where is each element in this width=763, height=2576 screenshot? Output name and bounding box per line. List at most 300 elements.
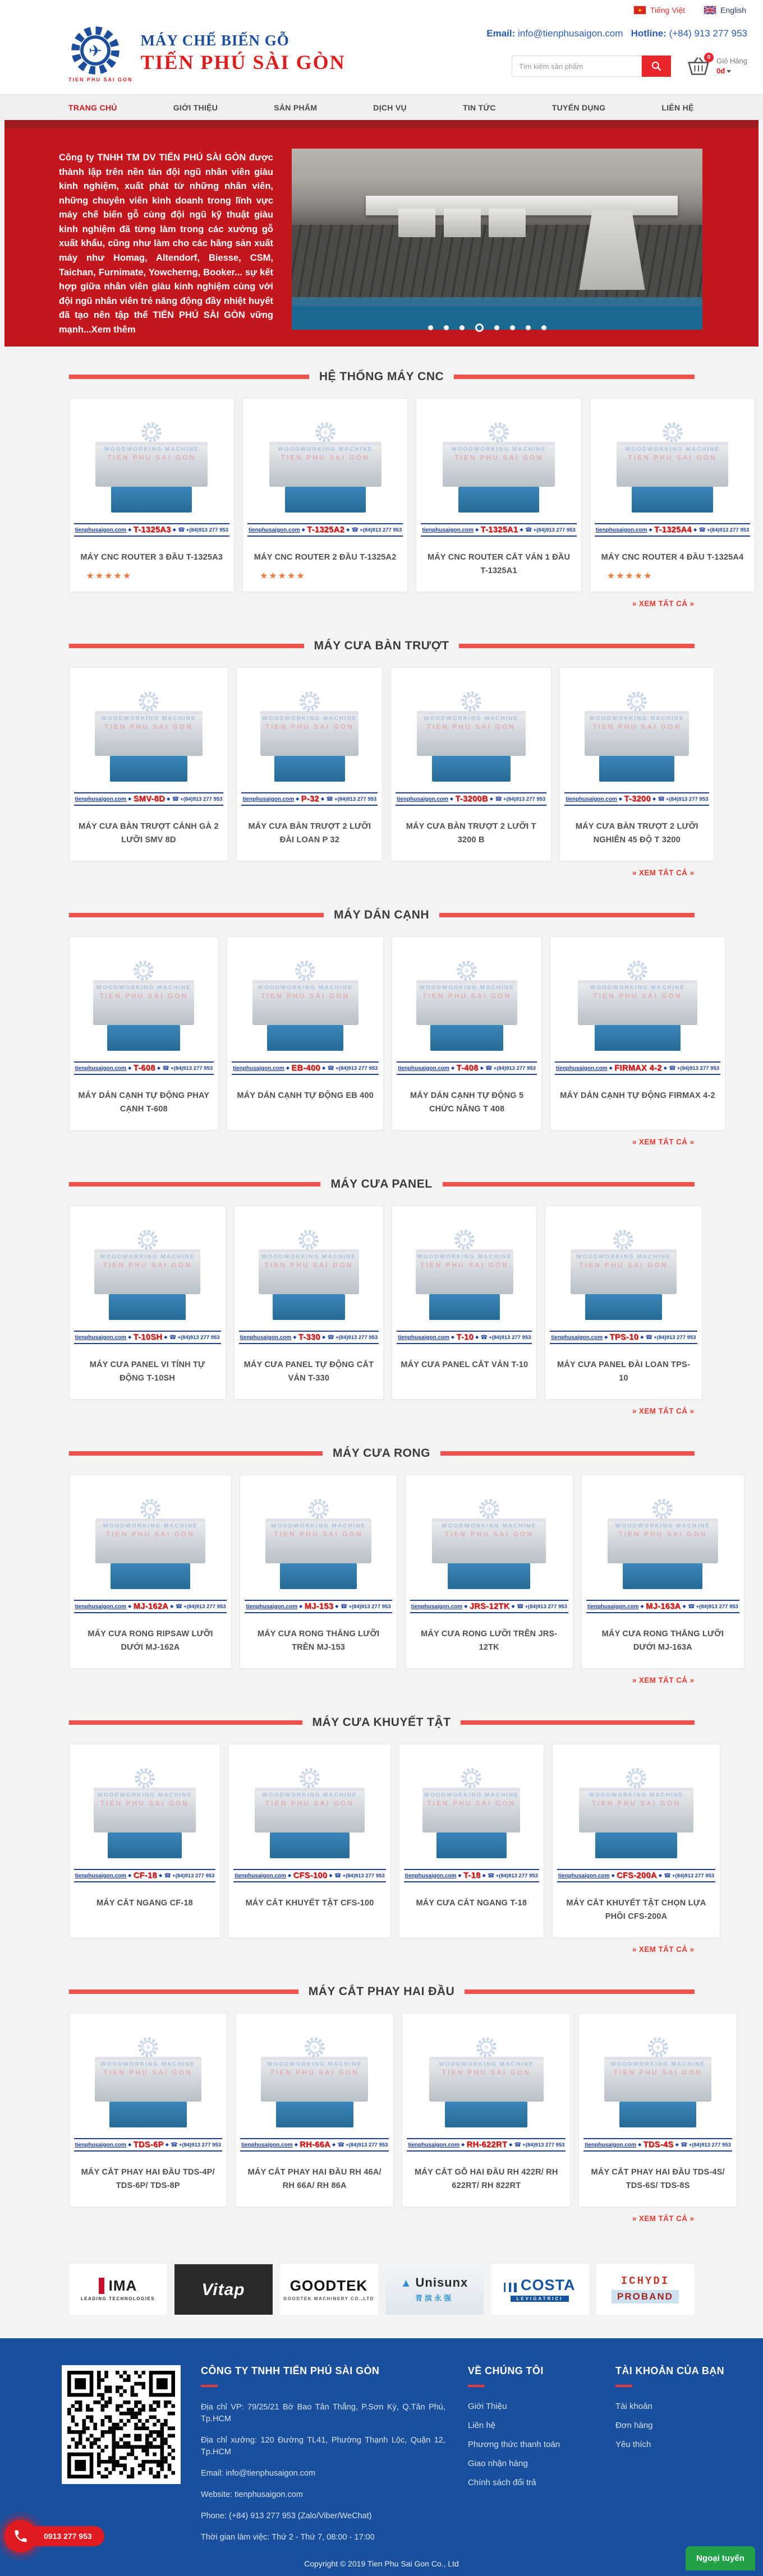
star-rating: ★★★★★ bbox=[86, 571, 132, 581]
watermark bbox=[233, 1767, 385, 1807]
product-card[interactable] bbox=[69, 1744, 221, 1938]
product-title[interactable]: MÁY CƯA BÀN TRƯỢT 2 LƯỠI T 3200 B bbox=[406, 822, 536, 844]
section-header bbox=[69, 1178, 695, 1191]
product-title[interactable]: MÁY CƯA RONG LƯỠI TRÊN JRS-12TK bbox=[421, 1629, 558, 1652]
cart-label: Giỏ Hàng bbox=[716, 57, 747, 66]
machine-head-graphic bbox=[489, 209, 526, 238]
watermark-line2: TIEN PHU SAI GON bbox=[103, 1261, 192, 1269]
view-all-link[interactable]: » XEM TẤT CẢ » bbox=[632, 599, 695, 608]
watermark bbox=[586, 1498, 739, 1538]
banner-phone-label: ☎ +(84)913 277 953 bbox=[171, 2142, 221, 2148]
product-image bbox=[583, 2019, 732, 2137]
product-card[interactable] bbox=[545, 1206, 702, 1400]
watermark bbox=[397, 959, 537, 1000]
svg-text:✈: ✈ bbox=[660, 1505, 666, 1513]
watermark-line2: TIEN PHU SAI GON bbox=[107, 454, 196, 461]
banner-site-label: tienphusaigon.com bbox=[566, 796, 617, 802]
product-title[interactable]: MÁY CẮT KHUYẾT TẬT CFS-100 bbox=[245, 1899, 374, 1908]
footer-link-tai-khoan[interactable]: Tài khoản bbox=[615, 2402, 652, 2411]
footer-link-yeu-thich[interactable]: Yêu thích bbox=[615, 2440, 651, 2449]
copyright-text: Copyright © 2019 Tien Phu Sai Gon Co., Ltd bbox=[304, 2559, 459, 2568]
section-may-cua-ban-truot bbox=[0, 616, 763, 885]
watermark bbox=[74, 1767, 216, 1807]
product-title[interactable]: MÁY CƯA CẮT NGANG T-18 bbox=[416, 1899, 527, 1908]
slider-dot-8[interactable] bbox=[541, 325, 546, 330]
section-title: MÁY CƯA RONG bbox=[333, 1447, 430, 1460]
product-image bbox=[407, 2019, 566, 2137]
nav-item-gioi-thieu[interactable]: GIỚI THIỆU bbox=[173, 103, 218, 112]
product-banner bbox=[421, 523, 576, 537]
banner-phone-label: ☎ +(84)913 277 953 bbox=[699, 527, 750, 533]
section-title: MÁY CẮT PHAY HAI ĐẦU bbox=[308, 1985, 455, 1998]
product-banner bbox=[583, 2138, 732, 2152]
product-title[interactable]: MÁY CẮT GỖ HAI ĐẦU RH 422R/ RH 622RT/ RH 822RT bbox=[415, 2168, 558, 2190]
gear-watermark-icon bbox=[453, 1229, 476, 1251]
product-card[interactable] bbox=[392, 936, 542, 1130]
hotline-label: Hotline: bbox=[631, 28, 667, 39]
search-input[interactable] bbox=[512, 56, 642, 77]
product-image bbox=[550, 1212, 697, 1329]
hero-intro-text bbox=[59, 151, 273, 337]
watermark-line2: TIEN PHU SAI GON bbox=[442, 2069, 531, 2076]
watermark-line2: TIEN PHU SAI GON bbox=[265, 723, 354, 731]
brand-logo-costa bbox=[491, 2264, 589, 2315]
slider-dot-1[interactable] bbox=[428, 325, 433, 330]
banner-site-label: tienphusaigon.com bbox=[398, 1334, 449, 1341]
product-title[interactable]: MÁY CẮT NGANG CF-18 bbox=[96, 1899, 193, 1908]
svg-text:✈: ✈ bbox=[486, 1505, 492, 1513]
product-title[interactable]: MÁY CNC ROUTER CẮT VÁN 1 ĐẦU T-1325A1 bbox=[427, 553, 571, 575]
product-model-badge: ◆ TPS-10 ◆ bbox=[603, 1333, 646, 1342]
product-banner bbox=[74, 1061, 214, 1075]
product-grid bbox=[69, 1206, 695, 1400]
product-model-badge: ◆ T-1325A4 ◆ bbox=[647, 525, 698, 534]
watermark-line1: WOODWORKING MACHINE bbox=[451, 446, 546, 453]
banner-site-label: tienphusaigon.com bbox=[75, 1334, 127, 1341]
product-model-badge: ◆ T-1325A2 ◆ bbox=[300, 525, 352, 534]
banner-site-label: tienphusaigon.com bbox=[398, 1065, 449, 1072]
footer bbox=[0, 2338, 763, 2576]
product-image bbox=[396, 673, 546, 791]
section-header bbox=[69, 1447, 695, 1460]
gear-watermark-icon bbox=[294, 959, 316, 982]
nav-item-tuyen-dung[interactable]: TUYỂN DỤNG bbox=[551, 103, 606, 112]
product-image bbox=[245, 1481, 392, 1599]
gear-watermark-icon bbox=[140, 421, 163, 444]
title-rule-right bbox=[443, 1182, 695, 1187]
svg-text:✈: ✈ bbox=[315, 1505, 321, 1513]
product-title[interactable]: MÁY DÁN CẠNH TỰ ĐỘNG 5 CHỨC NĂNG T 408 bbox=[410, 1091, 524, 1114]
footer-company-line: Website: tienphusaigon.com bbox=[201, 2490, 303, 2500]
brand-strip bbox=[69, 2264, 695, 2315]
product-card[interactable] bbox=[69, 2013, 228, 2207]
nav-item-lien-he[interactable]: LIÊN HỆ bbox=[661, 103, 694, 112]
read-more-link[interactable]: Xem thêm bbox=[91, 324, 136, 335]
product-banner bbox=[550, 1331, 697, 1344]
machine-column-graphic bbox=[579, 210, 645, 290]
product-grid bbox=[69, 667, 709, 861]
banner-phone-label: ☎ +(84)913 277 953 bbox=[176, 1604, 226, 1610]
svg-text:✈: ✈ bbox=[633, 1774, 640, 1783]
watermark-line1: WOODWORKING MACHINE bbox=[439, 2061, 534, 2067]
watermark bbox=[232, 959, 379, 1000]
search-button[interactable] bbox=[642, 56, 671, 77]
language-label-en: English bbox=[720, 6, 746, 15]
brand-name: ICHYDI bbox=[620, 2275, 670, 2288]
slider-dot-2[interactable] bbox=[444, 325, 449, 330]
footer-link-chinh-sach-oi-tra[interactable]: Chính sách đổi trả bbox=[467, 2478, 536, 2487]
product-model-badge: ◆ CFS-200A ◆ bbox=[610, 1871, 664, 1880]
banner-site-label: tienphusaigon.com bbox=[75, 1603, 127, 1610]
logo-line2: TIẾN PHÚ SÀI GÒN bbox=[140, 51, 346, 73]
main-navigation bbox=[0, 94, 763, 120]
gear-watermark-icon bbox=[137, 2036, 159, 2058]
product-card[interactable] bbox=[69, 936, 219, 1130]
slider-dot-5[interactable] bbox=[494, 325, 499, 330]
watermark bbox=[74, 2036, 223, 2076]
product-banner bbox=[240, 2138, 389, 2152]
brand-logo-proband bbox=[596, 2264, 695, 2315]
product-banner bbox=[407, 2138, 566, 2152]
banner-phone-label: ☎ +(84)913 277 953 bbox=[658, 796, 709, 802]
watermark-line1: WOODWORKING MACHINE bbox=[258, 985, 353, 991]
product-title[interactable]: MÁY CẮT PHAY HAI ĐẦU TDS-4S/ TDS-6S/ TDS-8S bbox=[591, 2168, 725, 2190]
banner-phone-label: ☎ +(84)913 277 953 bbox=[681, 2142, 731, 2148]
watermark bbox=[239, 1229, 379, 1269]
watermark-line2: TIEN PHU SAI GON bbox=[454, 454, 544, 461]
hero-slider bbox=[4, 120, 759, 347]
product-image bbox=[397, 1212, 532, 1329]
banner-phone-label: ☎ +(84)913 277 953 bbox=[169, 1335, 220, 1341]
gear-watermark-icon bbox=[626, 690, 648, 713]
product-title[interactable]: MÁY CƯA PANEL VI TÍNH TỰ ĐỘNG T-10SH bbox=[89, 1360, 205, 1383]
watermark-line1: WOODWORKING MACHINE bbox=[589, 1792, 684, 1798]
svg-text:✈: ✈ bbox=[145, 2043, 151, 2052]
product-title[interactable]: MÁY CNC ROUTER 2 ĐẦU T-1325A2 bbox=[254, 553, 397, 562]
product-card[interactable] bbox=[228, 1744, 390, 1938]
product-title[interactable]: MÁY CẮT KHUYẾT TẬT CHỌN LỰA PHÔI CFS-200A bbox=[566, 1899, 706, 1921]
product-card[interactable] bbox=[236, 667, 383, 861]
product-card[interactable] bbox=[69, 667, 229, 861]
call-button[interactable] bbox=[4, 2520, 37, 2552]
language-switch-vietnamese[interactable] bbox=[634, 6, 685, 15]
product-title[interactable]: MÁY CƯA PANEL ĐÀI LOAN TPS-10 bbox=[557, 1360, 690, 1383]
svg-text:✈: ✈ bbox=[145, 698, 151, 706]
product-card[interactable] bbox=[69, 1475, 232, 1669]
product-card[interactable] bbox=[240, 1475, 397, 1669]
svg-text:✈: ✈ bbox=[311, 2043, 318, 2052]
slider-dot-4[interactable] bbox=[475, 324, 484, 332]
product-image bbox=[74, 943, 214, 1060]
watermark bbox=[421, 421, 576, 461]
product-grid bbox=[69, 936, 720, 1130]
chat-status-button[interactable]: Ngoại tuyến bbox=[686, 2546, 755, 2570]
watermark bbox=[557, 1767, 715, 1807]
product-title[interactable]: MÁY CƯA RONG THẲNG LƯỠI DƯỚI MJ-163A bbox=[601, 1629, 724, 1652]
nav-item-san-pham[interactable]: SẢN PHẨM bbox=[274, 103, 318, 112]
product-banner bbox=[74, 1869, 216, 1882]
product-card[interactable] bbox=[550, 936, 725, 1130]
product-model-badge: ◆ FIRMAX 4-2 ◆ bbox=[608, 1064, 669, 1073]
product-banner bbox=[74, 1331, 221, 1344]
watermark-line2: TIEN PHU SAI GON bbox=[261, 992, 350, 1000]
product-banner bbox=[247, 523, 403, 537]
product-title[interactable]: MÁY DÁN CẠNH TỰ ĐỘNG PHAY CẠNH T-608 bbox=[78, 1091, 210, 1114]
product-card[interactable] bbox=[402, 2013, 571, 2207]
nav-item-tin-tuc[interactable]: TIN TỨC bbox=[462, 103, 496, 112]
language-label-vi: Tiếng Việt bbox=[650, 6, 686, 15]
banner-phone-label: ☎ +(84)913 277 953 bbox=[328, 1065, 378, 1072]
product-title[interactable]: MÁY DÁN CẠNH TỰ ĐỘNG EB 400 bbox=[237, 1091, 374, 1100]
watermark-line1: WOODWORKING MACHINE bbox=[270, 1523, 366, 1529]
svg-text:✈: ✈ bbox=[149, 428, 155, 437]
product-card[interactable] bbox=[559, 667, 714, 861]
site-logo[interactable] bbox=[68, 24, 346, 82]
watermark-line2: TIEN PHU SAI GON bbox=[274, 1530, 363, 1538]
gear-watermark-icon bbox=[478, 1498, 500, 1520]
machine-head-graphic bbox=[398, 209, 435, 238]
section-title: MÁY CƯA PANEL bbox=[330, 1178, 433, 1190]
banner-phone-label: ☎ +(84)913 277 953 bbox=[688, 1604, 738, 1610]
svg-text:✈: ✈ bbox=[461, 1236, 467, 1244]
footer-company-line: Địa chỉ xưởng: 120 Đường TL41, Phường Thạnh Lộc, Quận 12, Tp.HCM bbox=[201, 2436, 445, 2457]
product-model-badge: ◆ RH-66A ◆ bbox=[293, 2140, 338, 2149]
product-card[interactable] bbox=[227, 936, 384, 1130]
product-title[interactable]: MÁY CNC ROUTER 3 ĐẦU T-1325A3 bbox=[80, 553, 223, 562]
product-title[interactable]: MÁY CƯA BÀN TRƯỢT 2 LƯỠI ĐÀI LOAN P 32 bbox=[248, 822, 371, 844]
watermark-line1: WOODWORKING MACHINE bbox=[103, 1523, 198, 1529]
svg-text:✈: ✈ bbox=[620, 1236, 627, 1244]
banner-phone-label: ☎ +(84)913 277 953 bbox=[514, 2142, 565, 2148]
title-rule-right bbox=[439, 913, 694, 917]
product-title[interactable]: MÁY CƯA PANEL CẮT VÁN T-10 bbox=[401, 1360, 528, 1369]
gear-watermark-icon bbox=[456, 959, 478, 982]
email-label: Email: bbox=[486, 28, 516, 39]
section-header bbox=[69, 370, 695, 384]
product-card[interactable] bbox=[392, 1206, 537, 1400]
footer-about-title: VỀ CHÚNG TÔI bbox=[467, 2365, 544, 2376]
product-model-badge: ◆ RH-622RT ◆ bbox=[459, 2140, 514, 2149]
product-card[interactable] bbox=[416, 398, 581, 592]
product-model-badge: ◆ T-330 ◆ bbox=[291, 1333, 327, 1342]
product-banner bbox=[586, 1600, 739, 1613]
watermark-line1: WOODWORKING MACHINE bbox=[424, 1792, 519, 1798]
title-rule-left bbox=[69, 1720, 302, 1725]
watermark bbox=[241, 690, 378, 731]
footer-company-line: Email: info@tienphusaigon.com bbox=[201, 2469, 316, 2478]
svg-text:✈: ✈ bbox=[322, 428, 328, 437]
svg-text:✈: ✈ bbox=[464, 967, 470, 975]
product-banner bbox=[74, 1600, 227, 1613]
email-value[interactable]: info@tienphusaigon.com bbox=[518, 28, 623, 39]
banner-site-label: tienphusaigon.com bbox=[587, 1603, 639, 1610]
product-title[interactable]: MÁY CẮT PHAY HAI ĐẦU RH 46A/ RH 66A/ RH 86A bbox=[247, 2168, 382, 2190]
watermark bbox=[74, 1229, 221, 1269]
svg-text:✈: ✈ bbox=[306, 1236, 312, 1244]
section-may-cua-panel bbox=[0, 1154, 763, 1423]
product-model-badge: ◆ T-3200B ◆ bbox=[448, 795, 495, 804]
slider-dots bbox=[428, 324, 546, 332]
title-rule-right bbox=[440, 1451, 695, 1456]
watermark-line2: TIEN PHU SAI GON bbox=[264, 1261, 353, 1269]
banner-site-label: tienphusaigon.com bbox=[408, 2141, 460, 2148]
product-model-badge: ◆ T-408 ◆ bbox=[449, 1064, 485, 1073]
view-all-link[interactable]: » XEM TẤT CẢ » bbox=[632, 1945, 695, 1954]
brand-subtext: LEVIGATRICI bbox=[511, 2296, 568, 2302]
product-banner bbox=[397, 1061, 537, 1075]
slider-dot-7[interactable] bbox=[526, 325, 531, 330]
banner-phone-label: ☎ +(84)913 277 953 bbox=[646, 1335, 696, 1341]
product-card[interactable] bbox=[69, 1206, 226, 1400]
svg-text:✈: ✈ bbox=[141, 967, 147, 975]
footer-qr-code bbox=[62, 2365, 181, 2484]
product-card[interactable] bbox=[390, 667, 551, 861]
product-banner bbox=[397, 1331, 532, 1344]
logo-line1: MÁY CHẾ BIẾN GỖ bbox=[140, 32, 289, 49]
product-banner bbox=[557, 1869, 715, 1882]
banner-phone-label: ☎ +(84)913 277 953 bbox=[178, 527, 228, 533]
gear-watermark-icon bbox=[626, 959, 649, 982]
watermark-line2: TIEN PHU SAI GON bbox=[99, 992, 189, 1000]
product-model-badge: ◆ MJ-153 ◆ bbox=[297, 1602, 341, 1611]
product-model-badge: ◆ T-3200 ◆ bbox=[617, 795, 658, 804]
banner-phone-label: ☎ +(84)913 277 953 bbox=[334, 1873, 385, 1879]
cart-count-badge: 0 bbox=[704, 53, 714, 62]
banner-site-label: tienphusaigon.com bbox=[242, 796, 295, 802]
product-card[interactable] bbox=[578, 2013, 737, 2207]
product-title[interactable]: MÁY CƯA BÀN TRƯỢT CÁNH GÀ 2 LƯỠI SMV 8D bbox=[79, 822, 219, 844]
banner-phone-label: ☎ +(84)913 277 953 bbox=[162, 1065, 213, 1072]
section-may-cua-khuyet-tat bbox=[0, 1692, 763, 1961]
product-image bbox=[421, 404, 576, 522]
banner-site-label: tienphusaigon.com bbox=[75, 1065, 127, 1072]
hero-slide-photo bbox=[292, 149, 702, 330]
phone-number-pill[interactable]: 0913 277 953 bbox=[21, 2526, 104, 2546]
footer-about-links bbox=[468, 2402, 615, 2487]
hotline-value[interactable]: (+84) 913 277 953 bbox=[669, 28, 747, 39]
product-image bbox=[410, 1481, 568, 1599]
footer-link-giao-nhan-hang[interactable]: Giao nhận hàng bbox=[467, 2459, 528, 2468]
svg-text:✈: ✈ bbox=[144, 1236, 150, 1244]
product-model-badge: ◆ T-1325A1 ◆ bbox=[474, 525, 525, 534]
product-card[interactable] bbox=[581, 1475, 744, 1669]
footer-link-lien-he[interactable]: Liên hệ bbox=[467, 2421, 496, 2430]
watermark-line2: TIEN PHU SAI GON bbox=[100, 1799, 189, 1807]
header-contact-line bbox=[433, 28, 747, 39]
banner-phone-label: ☎ +(84)913 277 953 bbox=[172, 796, 223, 802]
gear-watermark-icon bbox=[307, 1498, 330, 1520]
product-image bbox=[232, 943, 379, 1060]
language-switch-english[interactable] bbox=[704, 6, 746, 15]
product-card[interactable] bbox=[69, 398, 235, 592]
watermark-line1: WOODWORKING MACHINE bbox=[262, 1792, 357, 1798]
footer-account-links bbox=[615, 2402, 763, 2449]
view-all-link[interactable]: » XEM TẤT CẢ » bbox=[632, 1407, 695, 1415]
svg-text:✈: ✈ bbox=[147, 1505, 154, 1513]
product-title[interactable]: MÁY CƯA RONG THẲNG LƯỠI TRÊN MJ-153 bbox=[257, 1629, 380, 1652]
brand-logo-goodtek bbox=[280, 2264, 378, 2315]
watermark bbox=[564, 690, 709, 731]
product-card[interactable] bbox=[590, 398, 755, 592]
footer-link-on-hang[interactable]: Đơn hàng bbox=[615, 2421, 653, 2430]
heading-underline bbox=[201, 2385, 218, 2387]
brand-logo-unisunx bbox=[385, 2264, 484, 2315]
product-image bbox=[74, 404, 229, 522]
view-all-link[interactable]: » XEM TẤT CẢ » bbox=[632, 1138, 695, 1146]
product-title[interactable]: MÁY CƯA BÀN TRƯỢT 2 LƯỠI NGHIÊN 45 ĐỘ T 3200 bbox=[575, 822, 698, 844]
slider-dot-6[interactable] bbox=[510, 325, 515, 330]
banner-site-label: tienphusaigon.com bbox=[405, 1872, 457, 1879]
slider-dot-3[interactable] bbox=[459, 325, 465, 330]
footer-link-phuong-thuc-thanh-toan[interactable]: Phương thức thanh toán bbox=[467, 2440, 560, 2449]
nav-item-trang-chu[interactable]: TRANG CHỦ bbox=[68, 103, 117, 112]
product-image bbox=[595, 404, 750, 522]
view-all-link[interactable]: » XEM TẤT CẢ » bbox=[632, 1676, 695, 1684]
nav-item-dich-vu[interactable]: DỊCH VỤ bbox=[373, 103, 407, 112]
brand-name: Vitap bbox=[201, 2280, 245, 2299]
watermark-line2: TIEN PHU SAI GON bbox=[426, 723, 516, 731]
main-nav bbox=[68, 103, 750, 112]
watermark-line2: TIEN PHU SAI GON bbox=[105, 1530, 195, 1538]
banner-phone-label: ☎ +(84)913 277 953 bbox=[164, 1873, 215, 1879]
footer-link-gioi-thieu[interactable]: Giới Thiệu bbox=[467, 2402, 507, 2411]
svg-text:✈: ✈ bbox=[635, 967, 641, 975]
product-title[interactable]: MÁY CNC ROUTER 4 ĐẦU T-1325A4 bbox=[601, 553, 744, 562]
product-card[interactable] bbox=[242, 398, 408, 592]
product-title[interactable]: MÁY DÁN CẠNH TỰ ĐỘNG FIRMAX 4-2 bbox=[560, 1091, 715, 1100]
watermark bbox=[74, 690, 224, 731]
title-rule-left bbox=[69, 375, 309, 379]
footer-company-lines bbox=[201, 2402, 445, 2543]
watermark-line1: WOODWORKING MACHINE bbox=[278, 446, 373, 453]
svg-text:✈: ✈ bbox=[468, 698, 474, 706]
footer-company-line: Địa chỉ VP: 79/25/21 Bờ Bao Tân Thắng, P.Sơn Kỳ, Q.Tân Phú, Tp.HCM bbox=[201, 2403, 445, 2424]
vietnam-flag-icon bbox=[634, 6, 646, 14]
brand-logo-ima bbox=[69, 2264, 167, 2315]
watermark-line1: WOODWORKING MACHINE bbox=[589, 715, 684, 722]
view-all-row bbox=[69, 1675, 695, 1686]
gear-watermark-icon bbox=[139, 1498, 162, 1520]
view-all-link[interactable]: » XEM TẤT CẢ » bbox=[632, 2214, 695, 2223]
watermark-line2: TIEN PHU SAI GON bbox=[422, 992, 512, 1000]
svg-text:✈: ✈ bbox=[306, 698, 312, 706]
product-card[interactable] bbox=[399, 1744, 544, 1938]
section-header bbox=[69, 908, 695, 922]
product-model-badge: ◆ T-10 ◆ bbox=[449, 1333, 481, 1342]
svg-text:✈: ✈ bbox=[655, 2043, 661, 2052]
hero-paragraph: Công ty TNHH TM DV TIẾN PHÚ SÀI GÒN được thành lập trên nền tản đội ngũ nhân viên giàu kinh nghiệm, xuất phát từ những nhân viên, những chuyên viên kinh doanh trong lĩnh vực máy chế biến gỗ cùng đội ngũ kỹ thuật giàu kinh nghiệm đã từng làm trong các xưởng gỗ xuất khẩu, cũng như làm cho các hãng sản xuất máy như Homag, Altendorf, Biesse, CSM, Taichan, Furnimate, Yowcherng, Booker... sự kết hợp giữa nhân viên giàu kinh nghiệm cùng với đội ngũ nhân viên trẻ năng động đầy nhiệt huyết đã tạo nên tập thể TIẾN PHÚ SÀI GÒN vững mạnh... bbox=[59, 153, 273, 335]
product-card[interactable] bbox=[235, 2013, 394, 2207]
product-model-badge: ◆ EB-400 ◆ bbox=[284, 1064, 328, 1073]
product-card[interactable] bbox=[405, 1475, 573, 1669]
product-card[interactable] bbox=[234, 1206, 384, 1400]
product-title[interactable]: MÁY CƯA PANEL TỰ ĐỘNG CẮT VÁN T-330 bbox=[243, 1360, 374, 1383]
cart-widget[interactable] bbox=[686, 55, 747, 77]
product-image bbox=[239, 1212, 379, 1329]
gear-watermark-icon bbox=[460, 1767, 482, 1789]
section-may-cua-rong bbox=[0, 1423, 763, 1692]
brand-logo-vitap bbox=[174, 2264, 273, 2315]
product-title[interactable]: MÁY CƯA RONG RIPSAW LƯỠI DƯỚI MJ-162A bbox=[88, 1629, 213, 1652]
product-banner bbox=[233, 1869, 385, 1882]
section-he-thong-may-cnc bbox=[0, 347, 763, 616]
view-all-link[interactable]: » XEM TẤT CẢ » bbox=[632, 869, 695, 877]
product-card[interactable] bbox=[552, 1744, 720, 1938]
title-rule-left bbox=[69, 1989, 298, 1994]
product-title[interactable]: MÁY CẮT PHAY HAI ĐẦU TDS-4P/ TDS-6P/ TDS-8P bbox=[81, 2168, 215, 2190]
gear-watermark-icon bbox=[625, 1767, 647, 1789]
watermark bbox=[396, 690, 546, 731]
